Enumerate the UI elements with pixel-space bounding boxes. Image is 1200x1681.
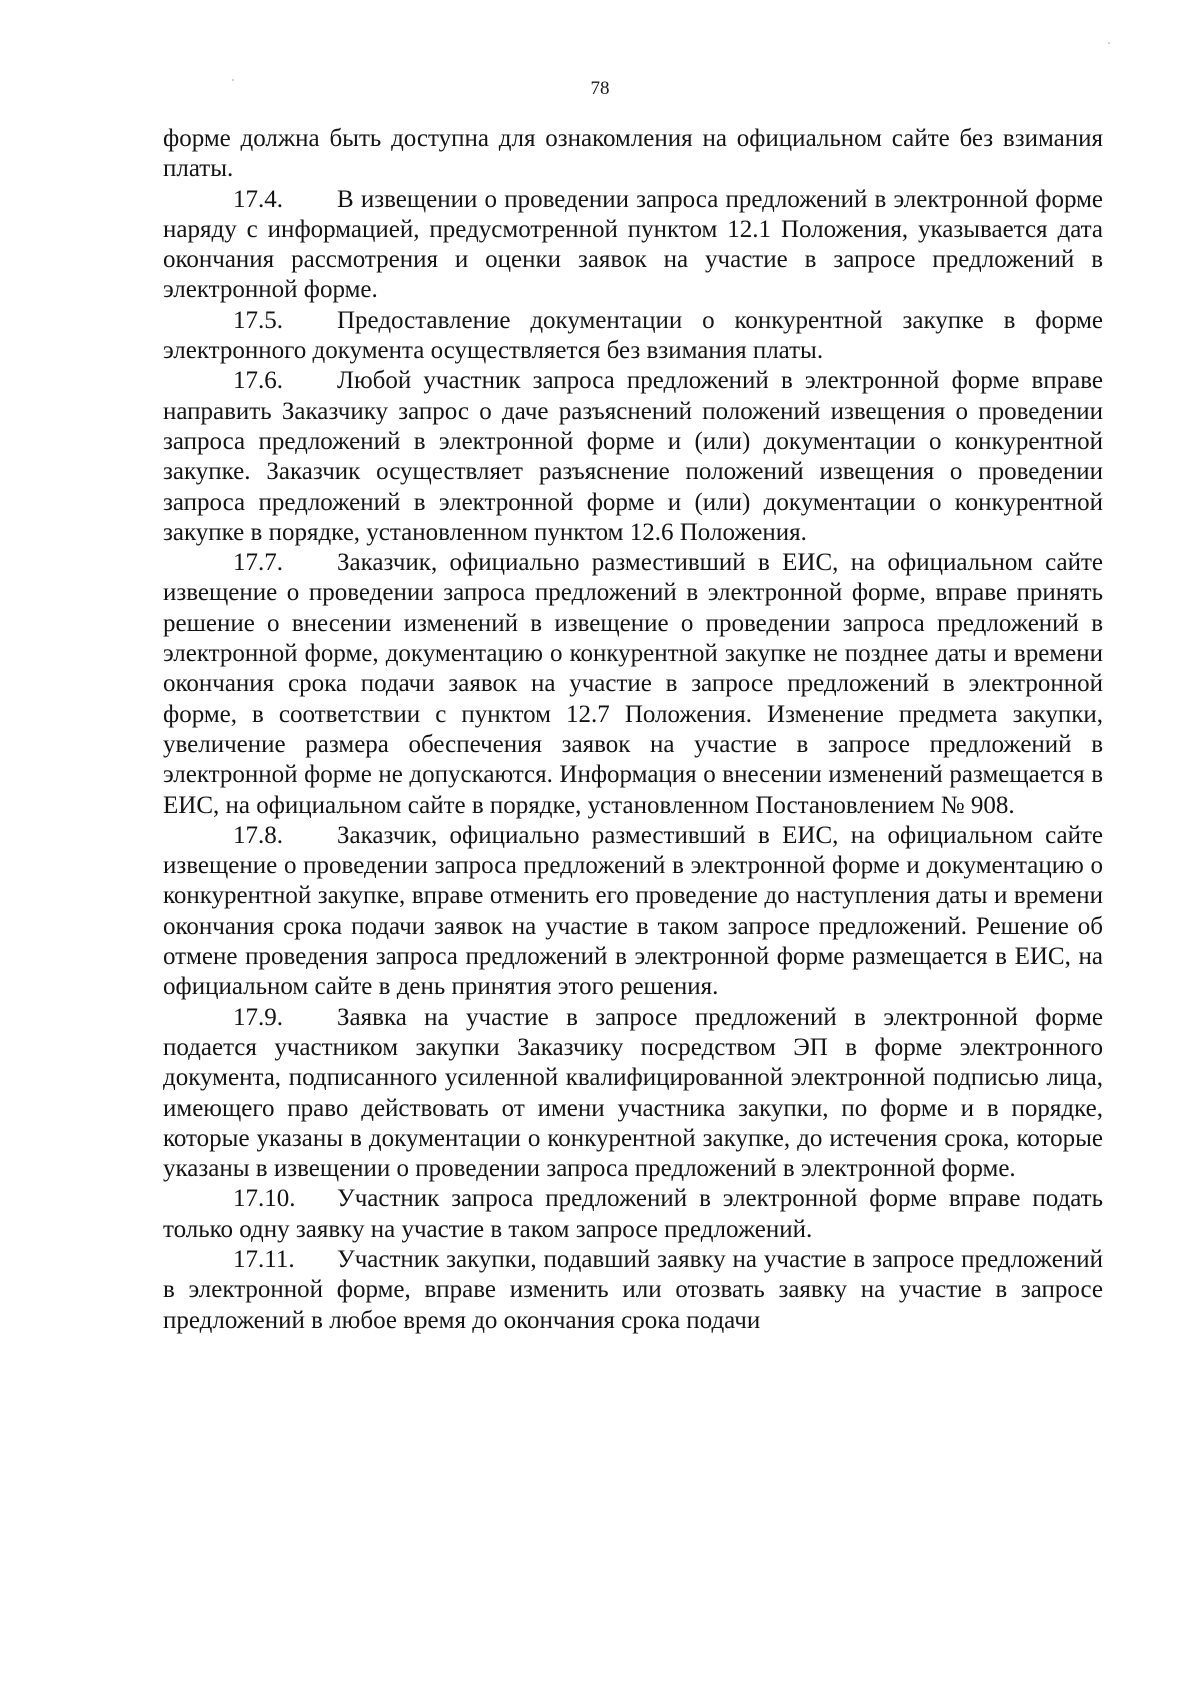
paragraph-text: Заказчик, официально разместивший в ЕИС, на официальном сайте извещение о проведении запроса предложений в электронной форме и документацию о конкурентной закупке, вправе отменить его проведение до наступления даты и времени окончания срока подачи заявок на участие в таком запросе предложений. Решение об отмене проведения запроса предложений в электронной форме размещается в ЕИС, на официальном сайте в день принятия этого решения. xyxy=(163,821,1103,1001)
paragraph-17-5 xyxy=(163,306,1103,367)
paragraph-number: 17.10. xyxy=(233,1185,296,1213)
paragraph-number: 17.5. xyxy=(233,306,283,334)
paragraph-17-7 xyxy=(163,548,1103,821)
paragraph-number: 17.8. xyxy=(233,821,283,849)
paragraph-number: 17.4. xyxy=(233,185,283,213)
paragraph-17-9 xyxy=(163,1003,1103,1185)
paragraph-text: В извещении о проведении запроса предложений в электронной форме наряду с информацией, предусмотренной пунктом 12.1 Положения, указывается дата окончания рассмотрения и оценки заявок на участие в запросе предложений в электронной форме. xyxy=(163,185,1103,304)
document-body xyxy=(163,124,1103,1336)
paragraph-number: 17.9. xyxy=(233,1003,283,1031)
paragraph-continuation xyxy=(163,124,1103,185)
paragraph-17-4 xyxy=(163,185,1103,306)
paragraph-text: форме должна быть доступна для ознакомления на официальном сайте без взимания платы. xyxy=(163,125,1103,183)
paragraph-number: 17.7. xyxy=(233,549,283,577)
paragraph-17-8 xyxy=(163,821,1103,1003)
paragraph-17-6 xyxy=(163,366,1103,548)
paragraph-text: Предоставление документации о конкурентной закупке в форме электронного документа осуществляется без взимания платы. xyxy=(163,306,1103,365)
paragraph-text: Участник закупки, подавший заявку на участие в запросе предложений в электронной форме, вправе изменить или отозвать заявку на участие в запросе предложений в любое время до окончания срока подачи xyxy=(163,1245,1103,1334)
paragraph-17-11 xyxy=(163,1245,1103,1336)
paragraph-text: Любой участник запроса предложений в электронной форме вправе направить Заказчику запрос о даче разъяснений положений извещения о проведении запроса предложений в электронной форме и (или) документации о конкурентной закупке. Заказчик осуществляет разъяснение положений извещения о проведении запроса предложений в электронной форме и (или) документации о конкурентной закупке в порядке, установленном пунктом 12.6 Положения. xyxy=(163,367,1103,546)
paragraph-number: 17.11. xyxy=(233,1245,295,1273)
paragraph-text: Заявка на участие в запросе предложений в электронной форме подается участником закупки Заказчику посредством ЭП в форме электронного документа, подписанного усиленной квалифицированной электронной подписью лица, имеющего право действовать от имени участника закупки, по форме и в порядке, которые указаны в документации о конкурентной закупке, до истечения срока, которые указаны в извещении о проведении запроса предложений в электронной форме. xyxy=(163,1003,1103,1183)
paragraph-text: Заказчик, официально разместивший в ЕИС, на официальном сайте извещение о проведении запроса предложений в электронной форме, вправе принять решение о внесении изменений в извещение о проведении запроса предложений в электронной форме, документацию о конкурентной закупке не позднее даты и времени окончания срока подачи заявок на участие в запросе предложений в электронной форме, в соответствии с пунктом 12.7 Положения. Изменение предмета закупки, увеличение размера обеспечения заявок на участие в запросе предложений в электронной форме не допускаются. Информация о внесении изменений размещается в ЕИС, на официальном сайте в порядке, установленном Постановлением № 908. xyxy=(163,549,1103,819)
page-number: 78 xyxy=(590,78,610,99)
paragraph-text: Участник запроса предложений в электронной форме вправе подать только одну заявку на участие в таком запросе предложений. xyxy=(163,1185,1103,1243)
paragraph-number: 17.6. xyxy=(233,367,283,395)
scan-speck xyxy=(1108,42,1110,44)
paragraph-17-10 xyxy=(163,1184,1103,1245)
